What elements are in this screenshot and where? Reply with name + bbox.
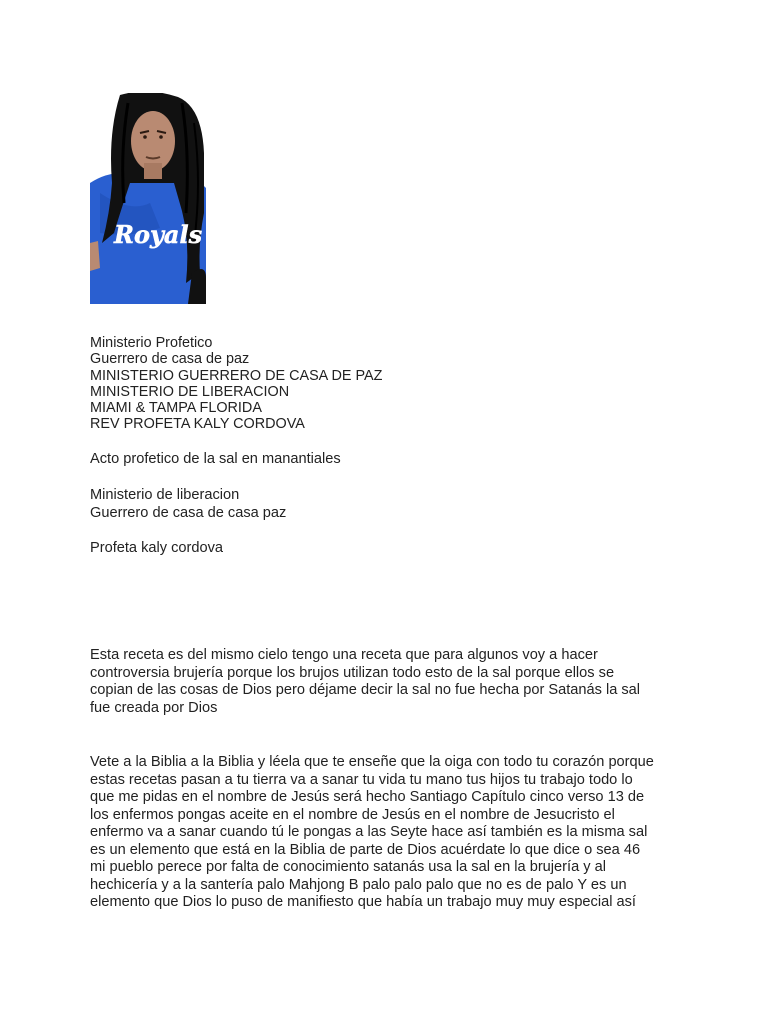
paragraph-line: los enfermos pongas aceite en el nombre de Jesús en el nombre de Jesucristo el [90,806,615,823]
header-line: Guerrero de casa de paz [90,351,250,368]
ministry-block [90,486,690,522]
paragraph-line: elemento que Dios lo puso de manifiesto que había un trabajo muy muy especial así [90,894,636,910]
paragraph-line: mi pueblo perece por falta de conocimiento satanás usa la sal en la brujería y al [90,859,606,875]
paragraph-line: hechicería y a la santería palo Mahjong B palo palo palo que no es de palo Y es un [90,876,627,893]
paragraph-line: que me pidas en el nombre de Jesús será hecho Santiago Capítulo cinco verso 13 de [90,789,645,805]
paragraph-line: Vete a la Biblia a la Biblia y léela que te enseñe que la oiga con todo tu corazón porque [90,754,654,770]
header-line: MINISTERIO DE LIBERACION [90,383,290,400]
header-line: Ministerio Profetico [90,335,213,351]
paragraph-salt-recipe [90,647,690,717]
act-title [90,451,690,467]
portrait-photo [90,93,206,304]
shirt-logo: Royals [114,220,203,249]
header-line: MIAMI & TAMPA FLORIDA [90,400,262,417]
ministry-line: Ministerio de liberacion [90,487,240,503]
paragraph-line: fue creada por Dios [90,699,218,716]
ministry-header [90,335,690,433]
paragraph-line: controversia brujería porque los brujos utilizan todo esto de la sal porque ellos se [90,664,615,681]
paragraph-line: es un elemento que está en la Biblia de parte de Dios acuérdate lo que dice o sea 46 [90,841,641,858]
prophet-name-text: Profeta kaly cordova [90,540,224,556]
header-line: MINISTERIO GUERRERO DE CASA DE PAZ [90,367,383,384]
prophet-name [90,540,690,556]
portrait-illustration [90,93,206,304]
header-line: REV PROFETA KALY CORDOVA [90,416,305,433]
paragraph-bible [90,754,690,912]
act-title-text: Acto profetico de la sal en manantiales [90,451,341,467]
paragraph-line: copian de las cosas de Dios pero déjame decir la sal no fue hecha por Satanás la sal [90,682,641,698]
ministry-line: Guerrero de casa de casa paz [90,505,287,521]
paragraph-line: Esta receta es del mismo cielo tengo una receta que para algunos voy a hacer [90,647,598,663]
paragraph-line: enfermo va a sanar cuando tú le pongas a las Seyte hace así también es la misma sal [90,824,648,840]
paragraph-line: estas recetas pasan a tu tierra va a sanar tu vida tu mano tus hijos tu trabajo todo lo [90,771,633,788]
